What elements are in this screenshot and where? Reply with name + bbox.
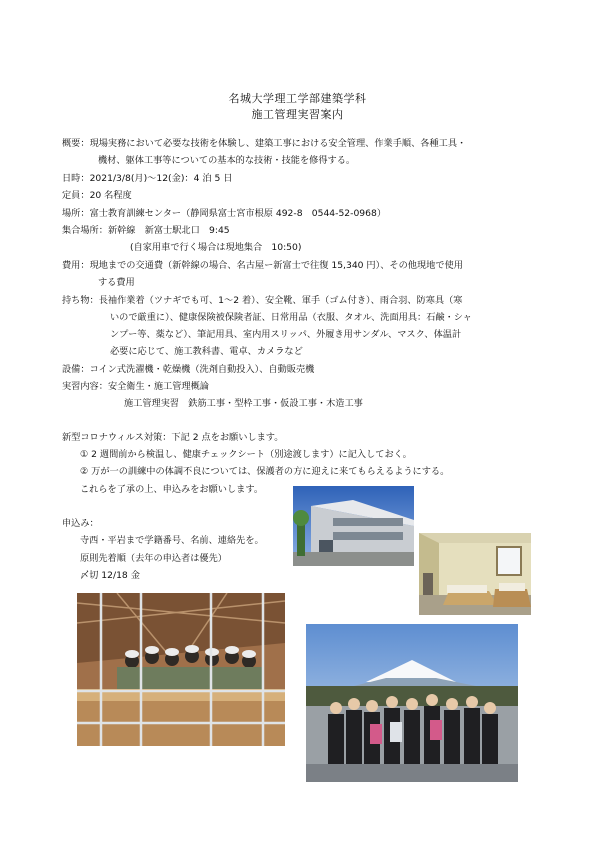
overview-text-2: 機材、躯体工事等についての基本的な技術・技能を修得する。	[98, 155, 356, 166]
place-value: 富士教育訓練センター（静岡県富士宮市根原 492-8 0544-52-0968）	[89, 208, 387, 219]
schedule-label: 日時：	[62, 173, 90, 184]
facilities-label: 設備：	[62, 364, 90, 375]
capacity-line	[62, 190, 132, 202]
document-subtitle: 施工管理実習案内	[251, 108, 344, 121]
covid-item-2: ② 万が一の訓練中の体調不良については、保護者の方に迎えに来てもらえるようにする。	[80, 466, 450, 477]
apply-line-2: 原則先着順（去年の申込者は優先）	[80, 553, 227, 564]
building-exterior-photo	[293, 486, 414, 566]
facilities-line	[62, 364, 314, 376]
document-title: 名城大学理工学部建築学科	[228, 92, 367, 105]
apply-line-1: 寺西・平岩まで学籍番号、名前、連絡先を。	[80, 535, 264, 546]
scaffolding-group-photo	[77, 593, 285, 746]
belongings-label: 持ち物：	[62, 295, 99, 306]
dormitory-room-photo	[419, 533, 531, 615]
capacity-label: 定員：	[62, 190, 90, 201]
cost-text-2: する費用	[98, 277, 135, 288]
content-line-1	[62, 381, 209, 393]
content-text-2: 施工管理実習 鉄筋工事・型枠工事・仮設工事・木造工事	[124, 398, 363, 409]
covid-heading: 新型コロナウィルス対策：下記 2 点をお願いします。	[62, 432, 284, 443]
overview-line-1	[62, 138, 466, 150]
belongings-text-3: ンプー等、薬など）、筆記用具、室内用スリッパ、外履き用サンダル、マスク、体温計	[110, 329, 462, 340]
cost-text-1: 現地までの交通費（新幹線の場合、名古屋ー新富士で往復 15,340 円）、その他現地で使用	[89, 260, 463, 271]
place-label: 場所：	[62, 208, 90, 219]
content-label: 実習内容：	[62, 381, 108, 392]
meeting-value: 新幹線 新富士駅北口 9:45	[107, 225, 230, 236]
facilities-value: コイン式洗濯機・乾燥機（洗剤自動投入）、自動販売機	[89, 364, 315, 375]
overview-label: 概要：	[62, 138, 90, 149]
belongings-text-4: 必要に応じて、施工教科書、電卓、カメラなど	[110, 346, 303, 357]
belongings-line-1	[62, 295, 462, 307]
place-line	[62, 208, 386, 220]
belongings-text-2: いので厳重に）、健康保険被保険者証、日常用品（衣服、タオル、洗面用具：石鹸・シャ	[110, 312, 472, 323]
cost-label: 費用：	[62, 260, 90, 271]
apply-label: 申込み：	[62, 518, 99, 529]
apply-deadline: 〆切 12/18 金	[80, 570, 140, 581]
capacity-value: 20 名程度	[89, 190, 132, 201]
cost-line-1	[62, 260, 463, 272]
covid-item-1: ① 2 週間前から検温し、健康チェックシート（別途渡します）に記入しておく。	[80, 449, 412, 460]
meeting-label: 集合場所：	[62, 225, 108, 236]
mt-fuji-group-photo	[306, 624, 518, 782]
schedule-value: 2021/3/8(月)～12(金)：4 泊 5 日	[89, 173, 233, 184]
belongings-text-1: 長袖作業着（ツナギでも可、1～2 着）、安全靴、軍手（ゴム付き）、雨合羽、防寒具（寒	[98, 295, 463, 306]
covid-closing: これらを了承の上、申込みをお願いします。	[80, 484, 264, 495]
content-text-1: 安全衛生・施工管理概論	[107, 381, 209, 392]
overview-text-1: 現場実務において必要な技術を体験し、建築工事における安全管理、作業手順、各種工具・	[89, 138, 467, 149]
meeting-note: (自家用車で行く場合は現地集合 10:50)	[130, 242, 302, 253]
schedule-line	[62, 173, 232, 185]
meeting-line	[62, 225, 230, 237]
